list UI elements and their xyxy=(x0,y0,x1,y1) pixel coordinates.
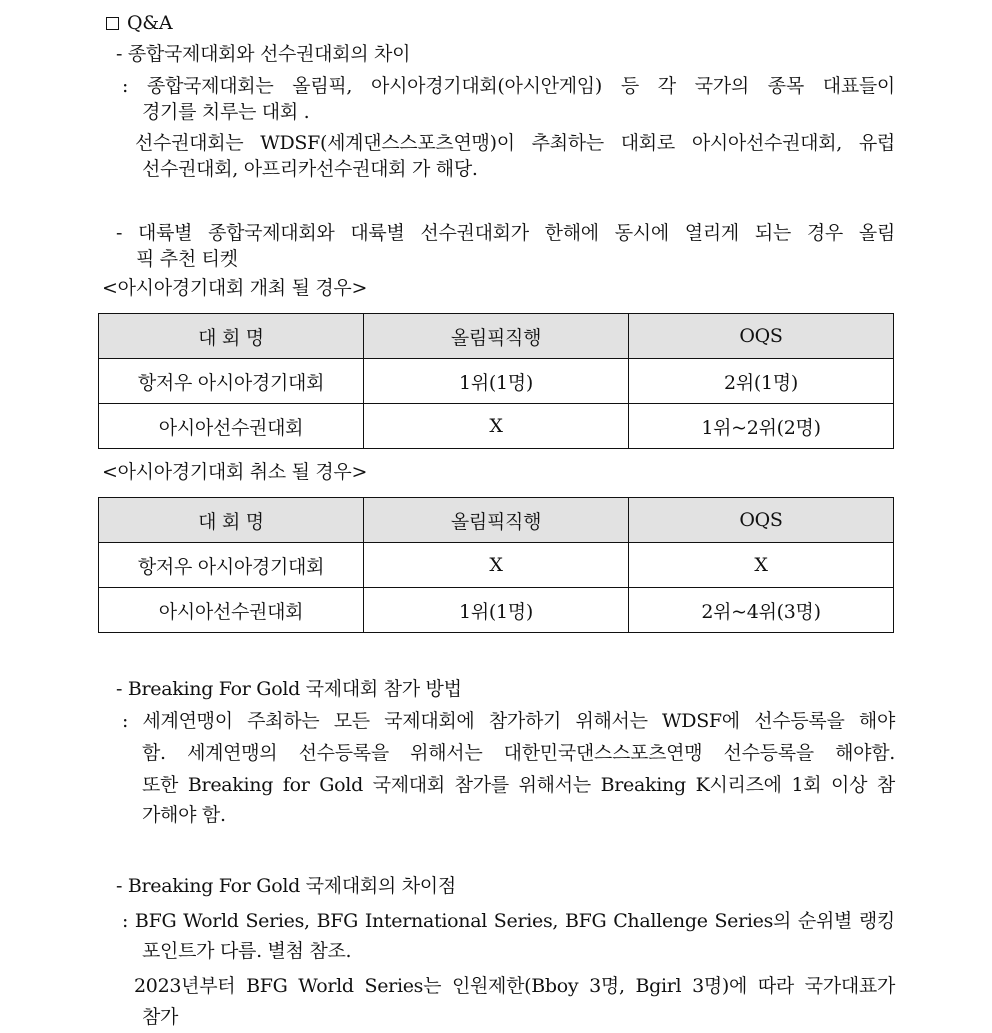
table-header-row xyxy=(99,314,894,359)
table-row xyxy=(99,588,894,633)
header-cell: 대 회 명 xyxy=(99,498,364,543)
header-cell: 올림픽직행 xyxy=(364,498,629,543)
table-olympic-held xyxy=(98,313,894,449)
header-cell: 올림픽직행 xyxy=(364,314,629,359)
table-cell: 1위~2위(2명) xyxy=(629,404,894,449)
table2-caption: <아시아경기대회 취소 될 경우> xyxy=(102,461,368,483)
table-cell: 2위~4위(3명) xyxy=(629,588,894,633)
section1-para1-line2: 경기를 치루는 대회 . xyxy=(142,101,310,123)
table-row xyxy=(99,359,894,404)
table-cell: 2위(1명) xyxy=(629,359,894,404)
table-cell: 1위(1명) xyxy=(364,588,629,633)
table-cell: 1위(1명) xyxy=(364,359,629,404)
section4-line4: 참가 xyxy=(142,1006,179,1028)
section1-title: - 종합국제대회와 선수권대회의 차이 xyxy=(116,43,411,65)
checkbox-empty-icon xyxy=(106,17,119,30)
header-cell: OQS xyxy=(629,314,894,359)
section4-line3: 2023년부터 BFG World Series는 인원제한(Bboy 3명, Bgirl 3명)에 따라 국가대표가 xyxy=(134,975,895,997)
section4-line1: : BFG World Series, BFG International Series, BFG Challenge Series의 순위별 랭킹 xyxy=(122,910,895,932)
table-cell: X xyxy=(364,404,629,449)
section1-para2-line1: 선수권대회는 WDSF(세계댄스스포츠연맹)이 추최하는 대회로 아시아선수권대회, 유럽 xyxy=(135,132,895,154)
table-header-row xyxy=(99,498,894,543)
table-row xyxy=(99,543,894,588)
table-row xyxy=(99,404,894,449)
section1-para2-line2: 선수권대회, 아프리카선수권대회 가 해당. xyxy=(142,158,478,180)
section2-title-line2: 픽 추천 티켓 xyxy=(136,248,238,270)
header-cell: OQS xyxy=(629,498,894,543)
section1-para1-line1: : 종합국제대회는 올림픽, 아시아경기대회(아시안게임) 등 각 국가의 종목 대표들이 xyxy=(122,75,895,97)
qa-heading-label: Q&A xyxy=(127,12,173,34)
section3-line3: 또한 Breaking for Gold 국제대회 참가를 위해서는 Breaking K시리즈에 1회 이상 참 xyxy=(142,774,895,796)
table-cell: 아시아선수권대회 xyxy=(99,588,364,633)
section3-line2: 함. 세계연맹의 선수등록을 위해서는 대한민국댄스스포츠연맹 선수등록을 해야함. xyxy=(142,742,895,764)
section4-line2: 포인트가 다름. 별첨 참조. xyxy=(142,940,352,962)
section2-title-line1: - 대륙별 종합국제대회와 대륙별 선수권대회가 한해에 동시에 열리게 되는 경우 올림 xyxy=(116,222,895,244)
table-olympic-cancelled xyxy=(98,497,894,633)
table-cell: 아시아선수권대회 xyxy=(99,404,364,449)
table-cell: 항저우 아시아경기대회 xyxy=(99,359,364,404)
table1-caption: <아시아경기대회 개최 될 경우> xyxy=(102,277,368,299)
table-cell: 항저우 아시아경기대회 xyxy=(99,543,364,588)
table-cell: X xyxy=(629,543,894,588)
section3-line4: 가해야 함. xyxy=(142,804,226,826)
section3-line1: : 세계연맹이 주최하는 모든 국제대회에 참가하기 위해서는 WDSF에 선수등록을 해야 xyxy=(122,710,895,732)
qa-heading xyxy=(106,10,172,36)
section3-title: - Breaking For Gold 국제대회 참가 방법 xyxy=(116,678,462,700)
section4-title: - Breaking For Gold 국제대회의 차이점 xyxy=(116,875,456,897)
table-cell: X xyxy=(364,543,629,588)
header-cell: 대 회 명 xyxy=(99,314,364,359)
